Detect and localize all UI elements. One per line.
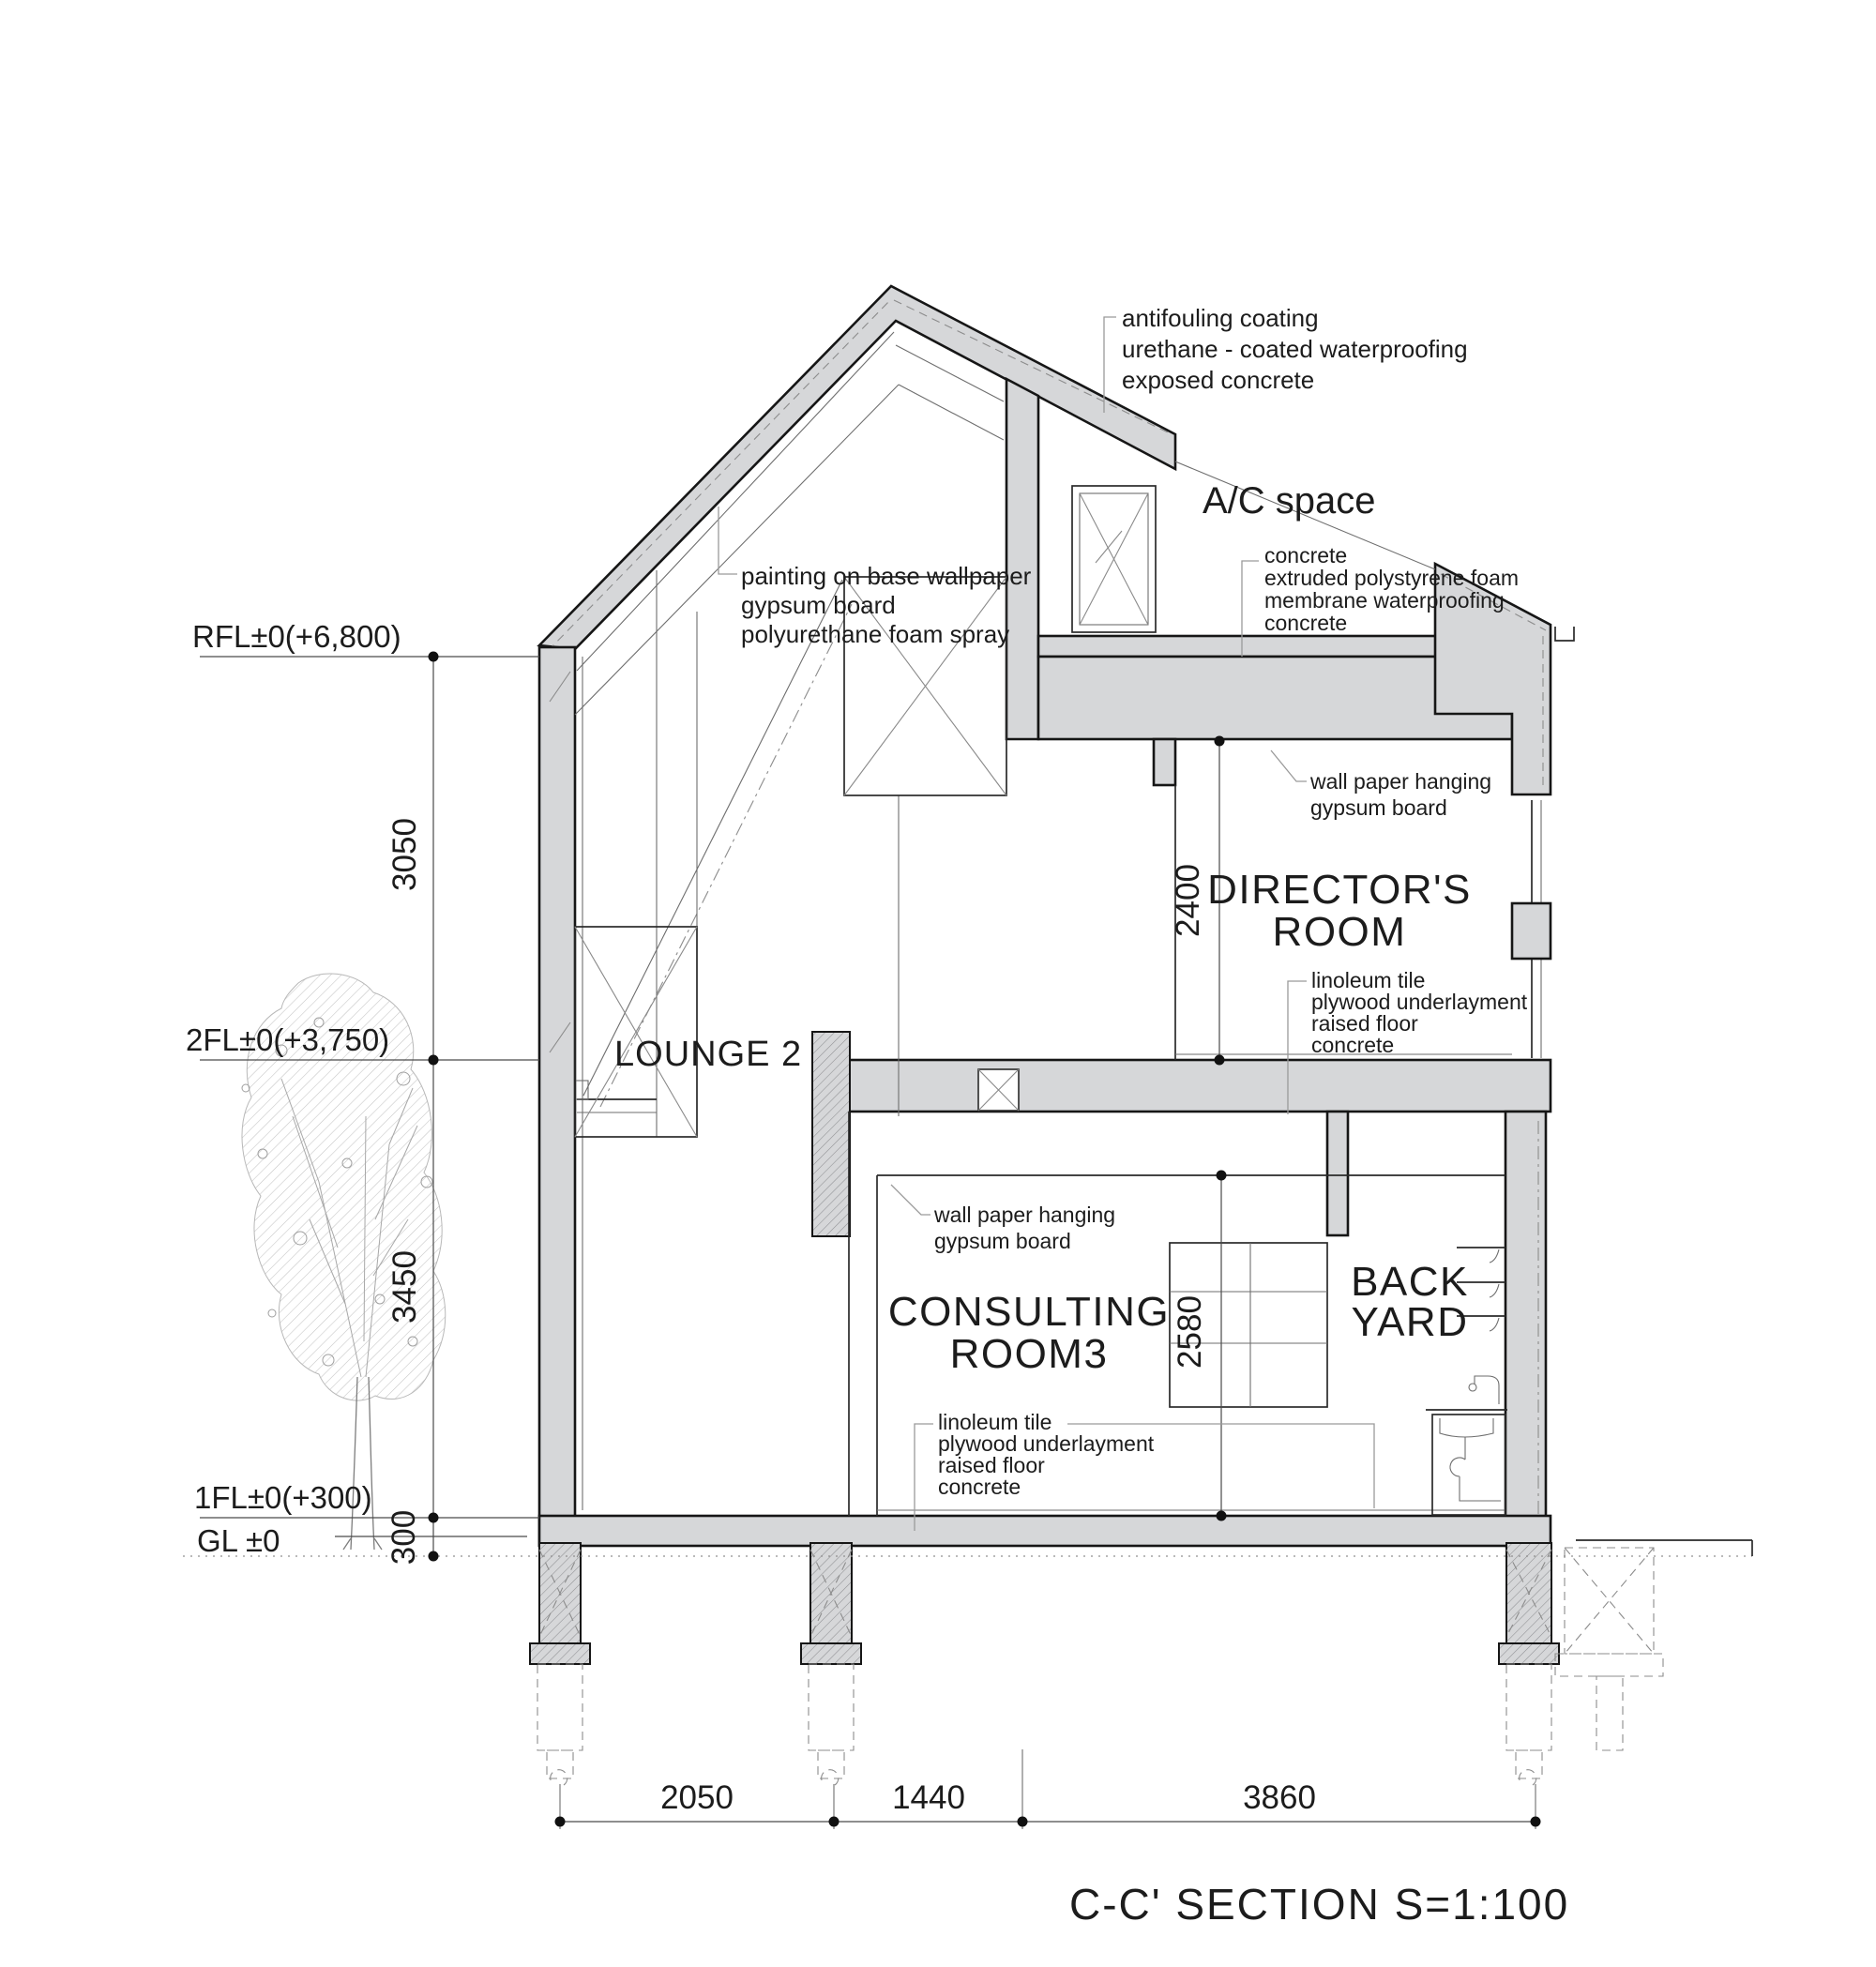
annotation-ceiling-line3: polyurethane foam spray <box>741 620 1010 648</box>
annotation-roof-line1: antifouling coating <box>1122 304 1319 332</box>
faucet <box>1475 1376 1499 1404</box>
drawing-title: C-C' SECTION S=1:100 <box>1069 1880 1570 1929</box>
annotation-roof-line3: exposed concrete <box>1122 366 1315 394</box>
annotation-consulting-floor-line1: linoleum tile <box>938 1410 1052 1434</box>
second-floor-slab <box>814 1060 1551 1112</box>
dim-300: 300 <box>386 1509 422 1566</box>
room-label-consulting-1: CONSULTING <box>887 1289 1171 1335</box>
director-ceiling-step <box>1154 739 1175 785</box>
annotation-consulting-floor-line2: plywood underlayment <box>938 1431 1155 1456</box>
level-label-gl: GL ±0 <box>197 1523 280 1558</box>
annotation-director-floor-line1: linoleum tile <box>1311 968 1426 992</box>
foundation-pier-mid <box>801 1543 861 1785</box>
room-label-lounge: LOUNGE 2 <box>614 1035 803 1074</box>
dim-2580: 2580 <box>1172 1295 1208 1369</box>
annotation-director-floor-line2: plywood underlayment <box>1311 990 1528 1014</box>
foundation-pier-beyond <box>1555 1548 1663 1750</box>
annotation-director-wall <box>1271 750 1491 820</box>
ac-partition-wall <box>1006 379 1038 739</box>
lower-x-panel <box>575 927 697 1137</box>
annotation-consulting-floor <box>915 1410 1374 1531</box>
ac-window <box>1072 486 1156 632</box>
room-label-director-2: ROOM <box>1272 909 1407 955</box>
annotation-ac-line2: extruded polystyrene foam <box>1264 566 1520 590</box>
stair-diagonal <box>583 580 842 1096</box>
annotation-ac-line4: concrete <box>1264 611 1348 635</box>
annotation-roof <box>1104 304 1468 413</box>
annotation-sloped-ceiling <box>719 507 1032 648</box>
beam-section-symbol <box>978 1069 1019 1111</box>
room-label-director-1: DIRECTOR'S <box>1207 867 1472 913</box>
annotation-ceiling-line2: gypsum board <box>741 591 896 619</box>
annotation-consulting-floor-line3: raised floor <box>938 1453 1045 1477</box>
dim-3050: 3050 <box>386 818 423 891</box>
annotation-ac-line3: membrane waterproofing <box>1264 588 1505 613</box>
right-wall-lower <box>1505 1112 1546 1546</box>
roof-lining-2 <box>575 385 899 715</box>
annotation-director-floor-line3: raised floor <box>1311 1011 1418 1036</box>
dim-3450: 3450 <box>386 1250 423 1324</box>
ac-floor-slab <box>1038 636 1440 657</box>
left-wall <box>539 647 575 1546</box>
level-label-1fl: 1FL±0(+300) <box>194 1480 372 1515</box>
hanging-beam <box>812 1032 850 1236</box>
room-label-backyard-1: BACK <box>1351 1259 1469 1305</box>
level-label-rfl: RFL±0(+6,800) <box>192 619 401 654</box>
annotation-consulting-wall-line2: gypsum board <box>934 1229 1071 1253</box>
annotation-ceiling-line1: painting on base wallpaper <box>741 562 1032 590</box>
dim-2050: 2050 <box>660 1779 734 1816</box>
level-label-2fl: 2FL±0(+3,750) <box>186 1022 390 1057</box>
room-label-consulting-2: ROOM3 <box>949 1331 1109 1377</box>
foundation-pier-left <box>530 1543 590 1785</box>
annotation-director-wall-line2: gypsum board <box>1310 795 1447 820</box>
backyard-hanging-wall <box>1327 1112 1348 1235</box>
dim-3860: 3860 <box>1243 1779 1316 1816</box>
foundations <box>530 1543 1663 1785</box>
ground-floor-slab <box>539 1516 1551 1546</box>
dim-1440: 1440 <box>892 1779 965 1816</box>
dim-2400: 2400 <box>1170 864 1206 937</box>
annotation-ac-line1: concrete <box>1264 543 1348 567</box>
annotation-consulting-wall-line1: wall paper hanging <box>934 1203 1116 1227</box>
foundation-pier-right <box>1499 1543 1559 1785</box>
annotation-roof-line2: urethane - coated waterproofing <box>1122 335 1468 363</box>
room-label-ac-space: A/C space <box>1203 480 1376 522</box>
annotation-director-floor-line4: concrete <box>1311 1033 1395 1057</box>
room-dimensions <box>1170 736 1227 1521</box>
dimensions-bottom <box>555 1749 1541 1829</box>
annotation-consulting-wall <box>891 1185 1115 1253</box>
right-parapet-bracket <box>1555 627 1574 641</box>
director-window-spandrel <box>1512 903 1551 959</box>
annotation-consulting-floor-line4: concrete <box>938 1475 1021 1499</box>
sink <box>1426 1376 1507 1515</box>
annotation-director-wall-line1: wall paper hanging <box>1310 769 1492 794</box>
room-label-backyard-2: YARD <box>1351 1299 1469 1345</box>
tree-trunk <box>343 1377 382 1550</box>
sink-trap <box>1450 1437 1501 1501</box>
